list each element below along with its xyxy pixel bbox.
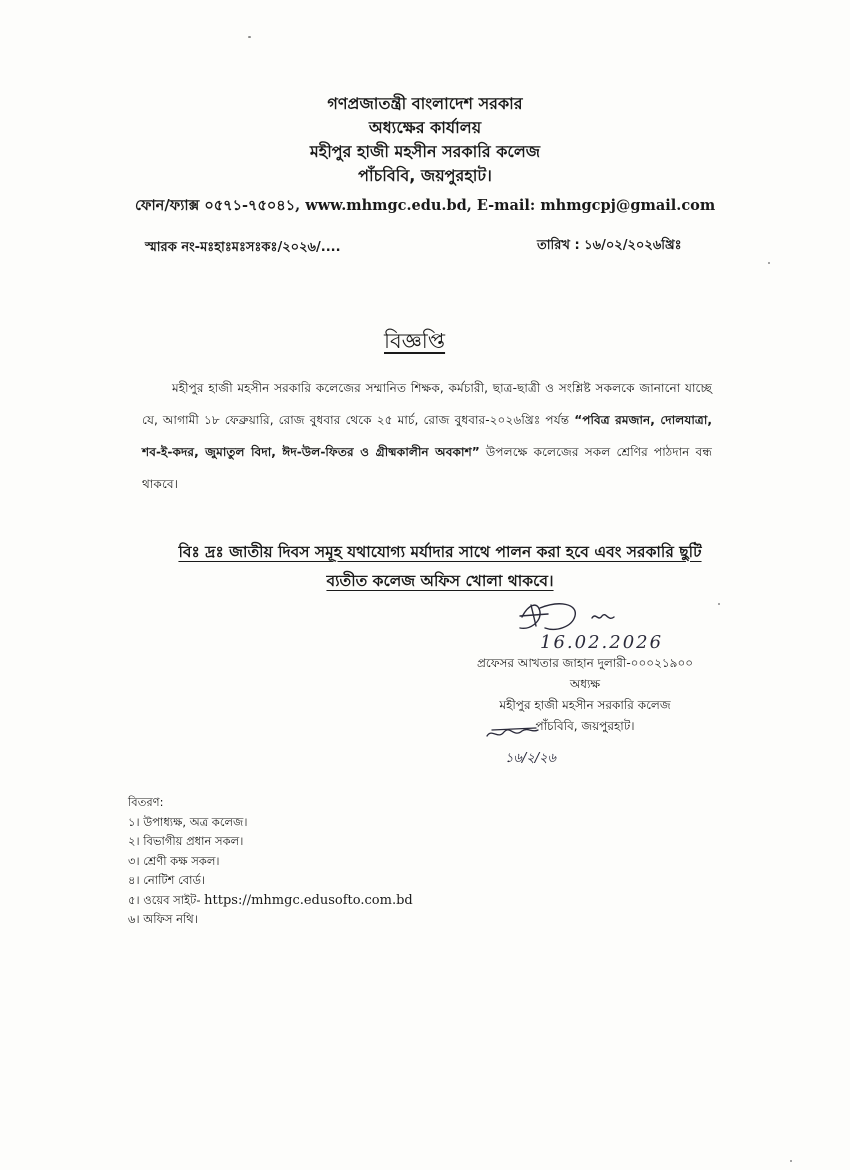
college-name-line: মহীপুর হাজী মহসীন সরকারি কলেজ — [309, 142, 541, 161]
contact-line: ফোন/ফ্যাক্স ০৫৭১-৭৫০৪১, www.mhmgc.edu.bd, E-mail: mhmgcpj@gmail.com — [135, 197, 716, 214]
distribution-heading: বিতরণ: — [128, 795, 164, 809]
special-note-text: বিঃ দ্রঃ জাতীয় দিবস সমূহ যথাযোগ্য মর্যাদার সাথে পালন করা হবে এবং সরকারি ছুটি ব্যতীত কলেজ অফিস খোলা থাকবে। — [178, 543, 702, 590]
distribution-item-website — [128, 891, 413, 911]
notice-body — [142, 372, 712, 500]
scan-speck — [790, 1160, 792, 1162]
notice-title: বিজ্ঞপ্তি — [384, 329, 446, 353]
distribution-item: ১। উপাধ্যক্ষ, অত্র কলেজ। — [128, 814, 248, 829]
distribution-item: ৪। নোটিশ বোর্ড। — [128, 873, 206, 887]
handwritten-date: 16.02.2026 — [540, 632, 664, 653]
office-line: অধ্যক্ষের কার্যালয় — [368, 118, 482, 137]
scan-speck — [768, 262, 770, 264]
distribution-item: ৫। ওয়েব সাইট- — [128, 892, 205, 907]
principal-signature — [520, 604, 614, 630]
distribution-item: ৩। শ্রেণী কক্ষ সকল। — [128, 853, 220, 868]
signature-block — [440, 653, 730, 737]
distribution-item: ৬। অফিস নথি। — [128, 912, 198, 926]
initial-date: ১৬/২/২৬ — [505, 751, 557, 766]
body-text-part2: উপলক্ষে কলেজের সকল শ্রেণির পাঠদান বন্ধ থাকবে। — [142, 445, 712, 491]
letterhead — [0, 92, 850, 188]
scan-speck — [718, 603, 720, 605]
reference-number: স্মারক নং-মঃহাঃমঃসঃকঃ/২০২৬/.... — [145, 240, 341, 255]
signatory-name: প্রফেসর আখতার জাহান দুলারী-০০০২১৯০০ — [476, 656, 694, 670]
holiday-list: “পবিত্র রমজান, দোলযাত্রা, শব-ই-কদর, জুমাতুল বিদা, ঈদ-উল-ফিতর ও গ্রীষ্মকালীন অবকাশ” — [142, 413, 712, 459]
notice-date: তারিখ : ১৬/০২/২০২৬খ্রিঃ — [537, 238, 682, 253]
signatory-designation: অধ্যক্ষ — [569, 677, 601, 691]
scan-speck — [248, 36, 251, 38]
government-line: গণপ্রজাতন্ত্রী বাংলাদেশ সরকার — [327, 94, 523, 113]
special-note — [165, 538, 715, 596]
signatory-institution: মহীপুর হাজী মহসীন সরকারি কলেজ — [499, 698, 671, 712]
distribution-list — [128, 793, 413, 930]
distribution-item: ২। বিভাগীয় প্রধান সকল। — [128, 834, 244, 848]
signatory-location: পাঁচবিবি, জয়পুরহাট। — [535, 719, 635, 733]
body-text-part1: মহীপুর হাজী মহসীন সরকারি কলেজের সম্মানিত শিক্ষক, কর্মচারী, ছাত্র-ছাত্রী ও সংশ্লিষ্ট সকলকে জানানো যাচ্ছে যে, আগামী ১৮ ফেব্রুয়ারি, রোজ বুধবার থেকে ২৫ মার্চ, রোজ বুধবার-২০২৬খ্রিঃ পর্যন্ত — [142, 381, 712, 427]
location-line: পাঁচবিবি, জয়পুরহাট। — [358, 166, 492, 185]
website-link[interactable]: https://mhmgc.edusofto.com.bd — [204, 892, 413, 908]
